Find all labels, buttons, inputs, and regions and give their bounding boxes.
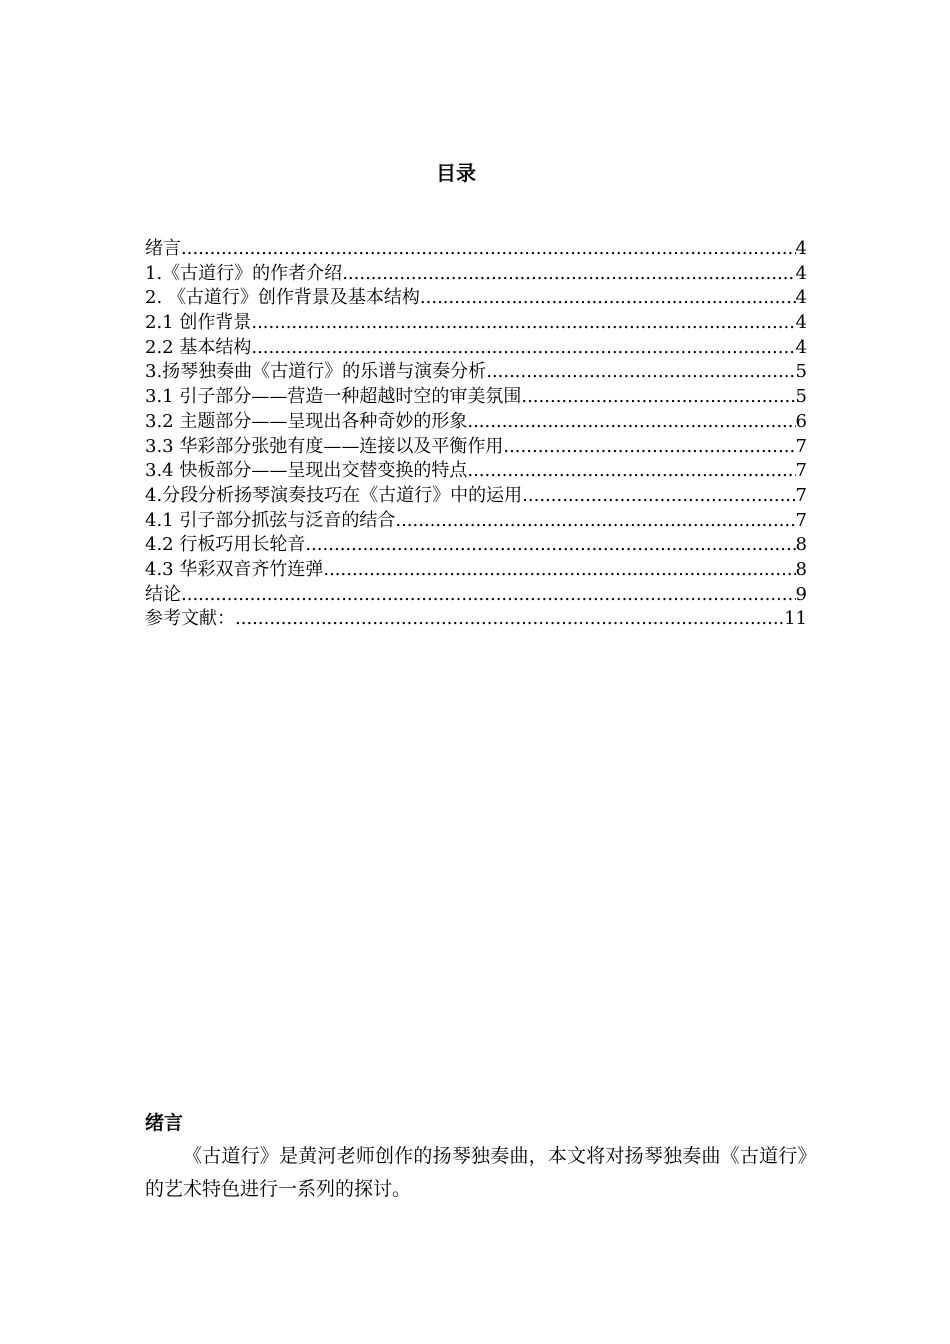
- toc-leader-dots: [467, 459, 795, 484]
- toc-list: [145, 237, 807, 632]
- toc-entry[interactable]: [145, 484, 807, 509]
- toc-entry-page: 7: [795, 435, 807, 457]
- toc-entry[interactable]: [145, 533, 807, 558]
- toc-entry-label: 4.2 行板巧用长轮音: [145, 534, 306, 556]
- toc-entry-page: 9: [795, 583, 807, 605]
- toc-leader-dots: [251, 311, 795, 336]
- toc-entry[interactable]: [145, 385, 807, 410]
- toc-leader-dots: [235, 607, 784, 632]
- toc-entry-page: 4: [795, 262, 807, 284]
- toc-entry-label: 参考文献：: [145, 608, 235, 630]
- toc-entry[interactable]: [145, 237, 807, 262]
- toc-entry-page: 4: [795, 312, 807, 334]
- toc-leader-dots: [181, 237, 796, 262]
- toc-entry-label: 3.1 引子部分——营造一种超越时空的审美氛围: [145, 386, 522, 408]
- toc-entry-label: 3.3 华彩部分张弛有度——连接以及平衡作用: [145, 435, 504, 457]
- toc-entry-page: 7: [795, 509, 807, 531]
- section-heading: 绪言: [145, 1112, 184, 1134]
- toc-entry-page: 7: [795, 460, 807, 482]
- toc-entry-label: 3.4 快板部分——呈现出交替变换的特点: [145, 460, 468, 482]
- toc-entry[interactable]: [145, 583, 807, 608]
- toc-entry-page: 5: [795, 386, 807, 408]
- toc-entry-page: 7: [795, 484, 807, 506]
- toc-entry-label: 结论: [145, 583, 181, 605]
- toc-entry-page: 6: [795, 410, 807, 432]
- toc-entry[interactable]: [145, 435, 807, 460]
- toc-leader-dots: [181, 583, 796, 608]
- toc-leader-dots: [323, 558, 795, 583]
- toc-entry-page: 4: [795, 336, 807, 358]
- toc-entry[interactable]: [145, 558, 807, 583]
- toc-leader-dots: [522, 484, 795, 509]
- toc-leader-dots: [251, 336, 795, 361]
- toc-leader-dots: [342, 262, 795, 287]
- toc-leader-dots: [503, 435, 795, 460]
- toc-entry-label: 4.3 华彩双音齐竹连弹: [145, 558, 324, 580]
- toc-entry[interactable]: [145, 509, 807, 534]
- toc-entry[interactable]: [145, 286, 807, 311]
- toc-entry-page: 4: [795, 238, 807, 259]
- toc-leader-dots: [521, 385, 795, 410]
- toc-entry-page: 4: [795, 287, 807, 309]
- toc-entry[interactable]: [145, 459, 807, 484]
- toc-entry[interactable]: [145, 410, 807, 435]
- toc-entry-label: 绪言: [145, 238, 181, 259]
- toc-entry[interactable]: [145, 360, 807, 385]
- toc-entry-page: 5: [795, 361, 807, 383]
- toc-leader-dots: [486, 360, 795, 385]
- toc-entry-label: 1.《古道行》的作者介绍: [145, 262, 343, 284]
- toc-entry-page: 8: [795, 558, 807, 580]
- toc-entry-label: 2. 《古道行》创作背景及基本结构: [145, 287, 420, 309]
- toc-entry-label: 3.扬琴独奏曲《古道行》的乐谱与演奏分析: [145, 361, 487, 383]
- toc-entry-label: 2.2 基本结构: [145, 336, 252, 358]
- section-body-paragraph: 《古道行》是黄河老师创作的扬琴独奏曲，本文将对扬琴独奏曲《古道行》的艺术特色进行一系列的探讨。: [145, 1145, 807, 1200]
- toc-entry[interactable]: [145, 311, 807, 336]
- toc-leader-dots: [420, 286, 796, 311]
- toc-entry-page: 8: [795, 534, 807, 556]
- toc-entry-label: 4.分段分析扬琴演奏技巧在《古道行》中的运用: [145, 484, 523, 506]
- toc-entry-label: 2.1 创作背景: [145, 312, 252, 334]
- toc-leader-dots: [395, 509, 795, 534]
- toc-leader-dots: [305, 533, 795, 558]
- toc-entry[interactable]: [145, 262, 807, 287]
- toc-entry[interactable]: [145, 336, 807, 361]
- toc-entry[interactable]: [145, 607, 807, 632]
- toc-entry-label: 3.2 主题部分——呈现出各种奇妙的形象: [145, 410, 468, 432]
- toc-title: 目录: [436, 161, 476, 185]
- toc-entry-label: 4.1 引子部分抓弦与泛音的结合: [145, 509, 396, 531]
- toc-entry-page: 11: [784, 608, 807, 630]
- toc-leader-dots: [467, 410, 795, 435]
